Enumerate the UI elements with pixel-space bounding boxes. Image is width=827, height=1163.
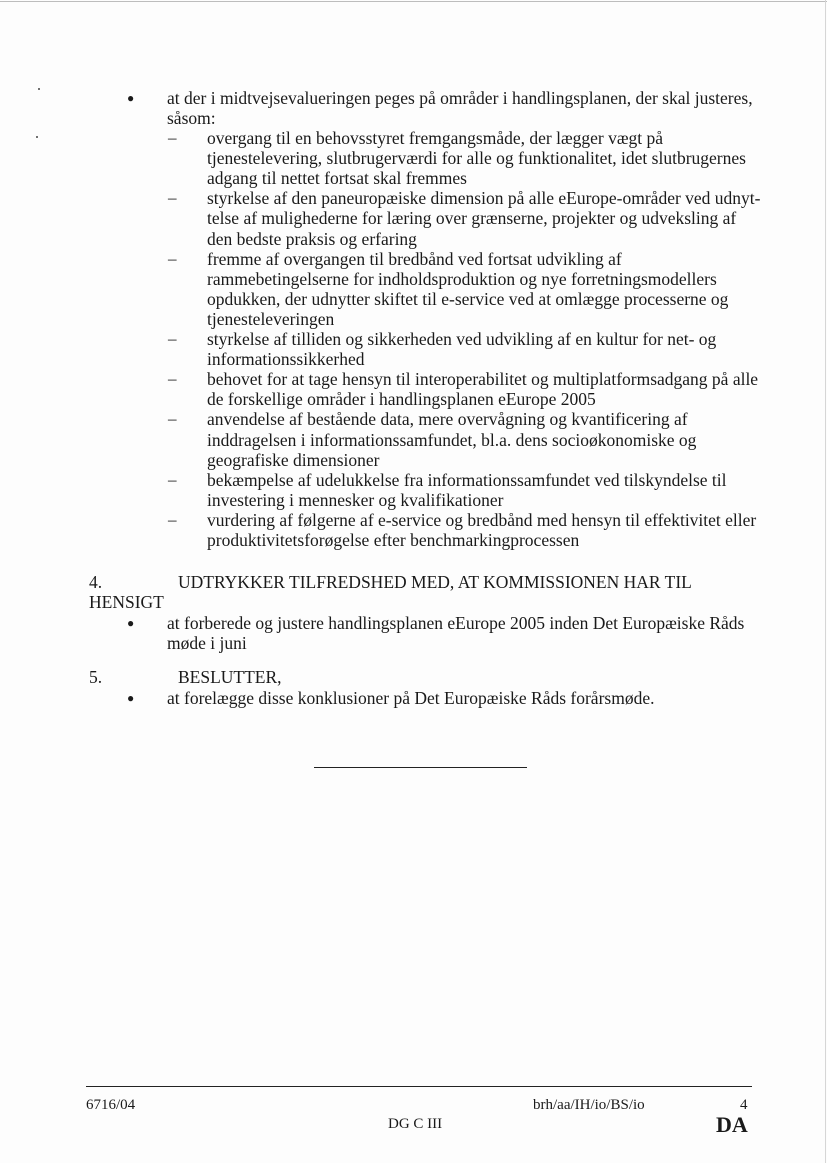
list-item-line: bekæmpelse af udelukkelse fra informationssamfundet ved tilskyndelse til xyxy=(207,470,727,490)
section-4-heading-continued: HENSIGT xyxy=(89,592,164,612)
closing-separator xyxy=(314,767,527,768)
bullet-icon: ● xyxy=(127,691,135,705)
page-right-border xyxy=(825,0,826,1163)
list-item-line: overgang til en behovsstyret fremgangsmåde, der lægger vægt på xyxy=(207,128,664,148)
list-item-line: tjenesteleveringen xyxy=(207,309,335,329)
list-item-line: tjenestelevering, slutbrugerværdi for alle og funktionalitet, idet slutbrugernes xyxy=(207,148,746,168)
footer-rule xyxy=(86,1086,752,1087)
dash-marker: – xyxy=(168,369,177,388)
dash-marker: – xyxy=(168,470,177,489)
doc-number: 6716/04 xyxy=(86,1097,136,1113)
list-item-line: informationssikkerhed xyxy=(207,349,365,369)
intro-line: at der i midtvejsevalueringen peges på områder i handlingsplanen, der skal justeres, xyxy=(167,88,753,108)
dash-marker: – xyxy=(168,329,177,348)
list-item-line: behovet for at tage hensyn til interoperabilitet og multiplatformsadgang på alle xyxy=(207,369,759,389)
section-5-number: 5. xyxy=(89,667,103,687)
dash-marker: – xyxy=(168,409,177,428)
list-item-line: opdukken, der udnytter skiftet til e-service ved at omlægge processerne og xyxy=(207,289,729,309)
intro-line: såsom: xyxy=(167,108,216,128)
page-number: 4 xyxy=(740,1097,748,1113)
dash-marker: – xyxy=(168,188,177,207)
list-item-line: den bedste praksis og erfaring xyxy=(207,229,417,249)
list-item-line: fremme af overgangen til bredbånd ved fortsat udvikling af xyxy=(207,249,622,269)
scan-speck xyxy=(36,136,38,138)
dash-marker: – xyxy=(168,249,177,268)
list-item-line: telse af mulighederne for læring over grænserne, projekter og udveksling af xyxy=(207,208,737,228)
dash-marker: – xyxy=(168,510,177,529)
page-top-border xyxy=(0,1,827,2)
bullet-icon: ● xyxy=(127,91,135,105)
language-code: DA xyxy=(716,1112,748,1137)
bullet-icon: ● xyxy=(127,616,135,630)
list-item-line: de forskellige områder i handlingsplanen eEurope 2005 xyxy=(207,389,596,409)
dg-label: DG C III xyxy=(388,1116,443,1132)
list-item-line: geografiske dimensioner xyxy=(207,450,380,470)
section-4-number: 4. xyxy=(89,572,103,592)
list-item-line: vurdering af følgerne af e-service og bredbånd med hensyn til effektivitet eller xyxy=(207,510,757,530)
section-4-bullet-line: møde i juni xyxy=(167,633,247,653)
list-item-line: anvendelse af bestående data, mere overvågning og kvantificering af xyxy=(207,409,688,429)
list-item-line: produktivitetsforøgelse efter benchmarkingprocessen xyxy=(207,530,580,550)
section-4-bullet-line: at forberede og justere handlingsplanen eEurope 2005 inden Det Europæiske Råds xyxy=(167,613,745,633)
list-item-line: adgang til nettet fortsat skal fremmes xyxy=(207,168,467,188)
list-item-line: rammebetingelserne for indholdsproduktion og nye forretningsmodellers xyxy=(207,269,717,289)
dash-marker: – xyxy=(168,128,177,147)
list-item-line: inddragelsen i informationssamfundet, bl.a. dens socioøkonomiske og xyxy=(207,430,697,450)
section-4-heading: UDTRYKKER TILFREDSHED MED, AT KOMMISSIONEN HAR TIL xyxy=(178,572,692,592)
list-item-line: investering i mennesker og kvalifikationer xyxy=(207,490,504,510)
list-item-line: styrkelse af tilliden og sikkerheden ved udvikling af en kultur for net- og xyxy=(207,329,717,349)
initials: brh/aa/IH/io/BS/io xyxy=(533,1097,645,1113)
list-item-line: styrkelse af den paneuropæiske dimension på alle eEurope-områder ved udnyt- xyxy=(207,188,761,208)
section-5-bullet-line: at forelægge disse konklusioner på Det Europæiske Råds forårsmøde. xyxy=(167,688,655,708)
scan-speck xyxy=(38,88,40,90)
section-5-heading: BESLUTTER, xyxy=(178,667,282,687)
